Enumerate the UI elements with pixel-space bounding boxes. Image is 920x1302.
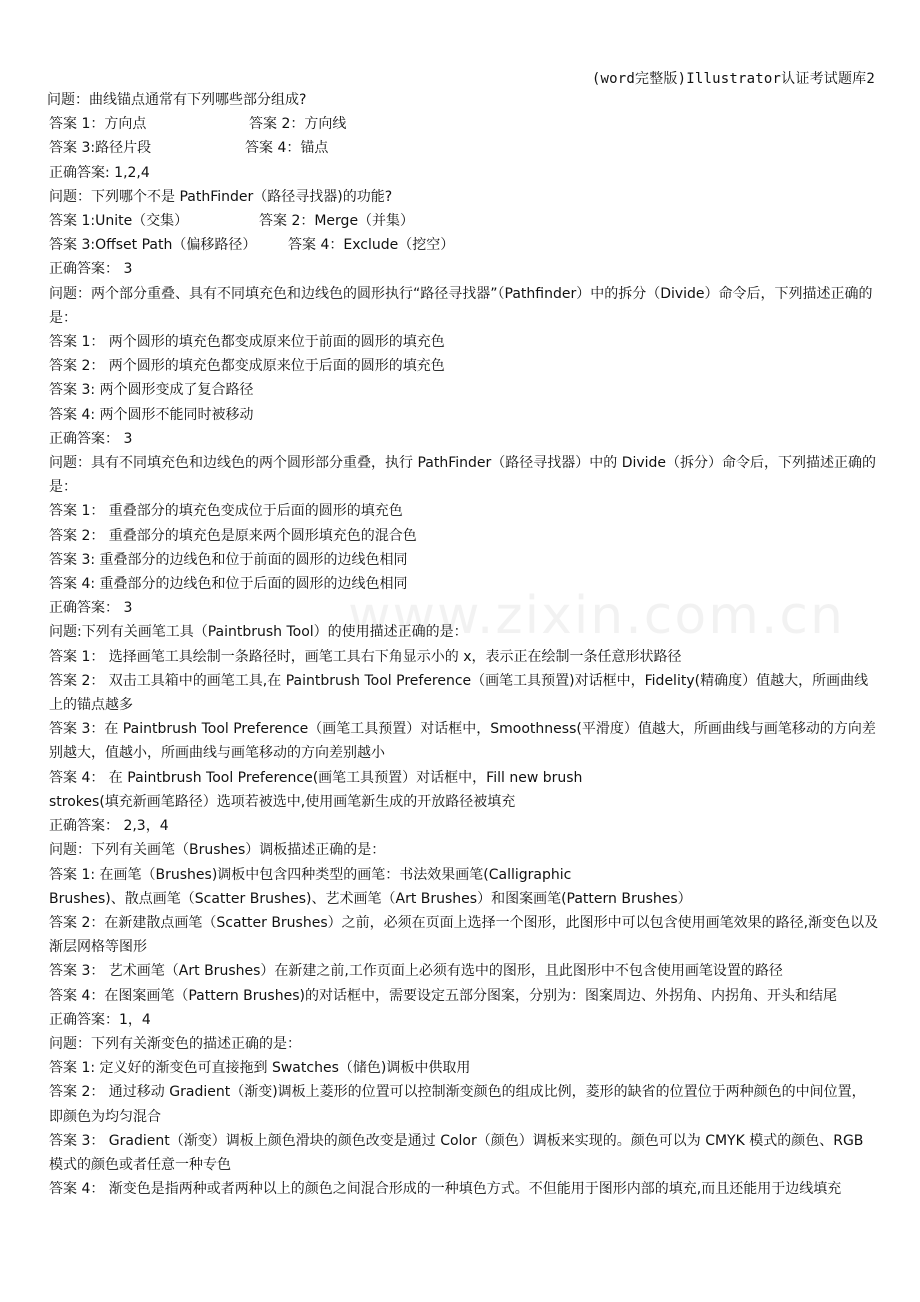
- answer-option-1: 答案 1： 选择画笔工具绘制一条路径时，画笔工具右下角显示小的 x，表示正在绘制一条任意形状路径: [49, 648, 682, 665]
- answer-row: [47, 233, 879, 257]
- correct-answer: 正确答案：1，4: [49, 1011, 151, 1028]
- question-1: 问题：曲线锚点通常有下列哪些部分组成?: [47, 92, 307, 108]
- answer-option-4: 答案 4：锚点: [245, 140, 329, 157]
- answer-option-3: 答案 3:路径片段: [49, 140, 152, 157]
- question-6: 问题：下列有关画笔（Brushes）调板描述正确的是：: [49, 842, 386, 859]
- answer-option-2: 答案 2： 两个圆形的填充色都变成原来位于后面的圆形的填充色: [49, 358, 445, 375]
- answer-option-4-line-1: 答案 4： 在 Paintbrush Tool Preference(画笔工具预置）对话框中，Fill new brush: [49, 769, 583, 786]
- document-header: (word完整版)Illustrator认证考试题库2: [591, 71, 875, 87]
- question-5: 问题:下列有关画笔工具（Paintbrush Tool）的使用描述正确的是：: [49, 624, 468, 641]
- correct-answer: 正确答案： 3: [49, 430, 133, 447]
- watermark: www.zixin.com.cn: [348, 586, 845, 646]
- correct-answer: 正确答案： 3: [49, 261, 133, 278]
- answer-option-1: 答案 1:Unite（交集）: [49, 213, 189, 230]
- question-4: 问题：具有不同填充色和边线色的两个圆形部分重叠，执行 PathFinder（路径寻找器）中的 Divide（拆分）命令后，下列描述正确的是：: [49, 455, 877, 496]
- correct-answer: 正确答案: 1,2,4: [49, 164, 150, 181]
- answer-option-4: 答案 4：在图案画笔（Pattern Brushes)的对话框中，需要设定五部分图案，分别为：图案周边、外拐角、内拐角、开头和结尾: [49, 987, 837, 1004]
- answer-option-2: 答案 2：方向线: [249, 116, 347, 133]
- answer-option-1-line-2: Brushes)、散点画笔（Scatter Brushes)、艺术画笔（Art Brushes）和图案画笔(Pattern Brushes）: [49, 890, 692, 907]
- answer-option-4-line-2: strokes(填充新画笔路径）选项若被选中,使用画笔新生成的开放路径被填充: [49, 793, 516, 810]
- answer-option-3: 答案 3： Gradient（渐变）调板上颜色滑块的颜色改变是通过 Color（颜色）调板来实现的。颜色可以为 CMYK 模式的颜色、RGB 模式的颜色或者任意一种专色: [49, 1132, 864, 1173]
- answer-option-1: 答案 1：方向点: [49, 116, 147, 133]
- answer-option-4: 答案 4: 重叠部分的边线色和位于后面的圆形的边线色相同: [49, 576, 408, 593]
- answer-option-1-line-1: 答案 1: 在画笔（Brushes)调板中包含四种类型的画笔：书法效果画笔(Calligraphic: [49, 866, 572, 883]
- answer-row: [47, 136, 879, 160]
- answer-option-1: 答案 1： 两个圆形的填充色都变成原来位于前面的圆形的填充色: [49, 334, 445, 351]
- answer-option-2: 答案 2： 重叠部分的填充色是原来两个圆形填充色的混合色: [49, 527, 417, 544]
- answer-option-3: 答案 3： 艺术画笔（Art Brushes）在新建之前,工作页面上必须有选中的图形，且此图形中不包含使用画笔设置的路径: [49, 963, 783, 980]
- answer-option-1: 答案 1： 重叠部分的填充色变成位于后面的圆形的填充色: [49, 503, 403, 520]
- correct-answer: 正确答案： 3: [49, 600, 133, 617]
- answer-option-2: 答案 2： 通过移动 Gradient（渐变)调板上菱形的位置可以控制渐变颜色的组成比例，菱形的缺省的位置位于两种颜色的中间位置，即颜色为均匀混合: [49, 1084, 866, 1125]
- answer-option-4: 答案 4： 渐变色是指两种或者两种以上的颜色之间混合形成的一种填色方式。不但能用于图形内部的填充,而且还能用于边线填充: [49, 1181, 842, 1198]
- document-body: [47, 88, 879, 1201]
- answer-option-2: 答案 2：在新建散点画笔（Scatter Brushes）之前，必须在页面上选择一个图形，此图形中可以包含使用画笔效果的路径,渐变色以及渐层网格等图形: [49, 914, 879, 956]
- answer-row: [47, 112, 879, 136]
- answer-option-3: 答案 3: 重叠部分的边线色和位于前面的圆形的边线色相同: [49, 551, 408, 568]
- correct-answer: 正确答案： 2,3，4: [49, 818, 169, 835]
- question-2: 问题：下列哪个不是 PathFinder（路径寻找器)的功能?: [49, 188, 393, 205]
- answer-option-3: 答案 3:Offset Path（偏移路径）: [49, 237, 257, 254]
- answer-option-1: 答案 1: 定义好的渐变色可直接拖到 Swatches（储色)调板中供取用: [49, 1060, 471, 1077]
- answer-option-4: 答案 4：Exclude（挖空）: [288, 237, 455, 254]
- answer-option-4: 答案 4: 两个圆形不能同时被移动: [49, 406, 254, 423]
- question-7: 问题：下列有关渐变色的描述正确的是：: [49, 1035, 301, 1052]
- question-3: 问题：两个部分重叠、具有不同填充色和边线色的圆形执行“路径寻找器”（Pathfinder）中的拆分（Divide）命令后，下列描述正确的是：: [49, 285, 873, 326]
- answer-option-3: 答案 3：在 Paintbrush Tool Preference（画笔工具预置）对话框中，Smoothness(平滑度）值越大，所画曲线与画笔移动的方向差别越大，值越小，所画曲线与画笔移动的方向差别越小: [49, 721, 876, 762]
- answer-option-2: 答案 2： 双击工具箱中的画笔工具,在 Paintbrush Tool Preference（画笔工具预置)对话框中，Fidelity(精确度）值越大，所画曲线上的锚点越多: [49, 672, 869, 714]
- answer-row: [47, 209, 879, 233]
- answer-option-3: 答案 3: 两个圆形变成了复合路径: [49, 382, 254, 399]
- answer-option-2: 答案 2：Merge（并集）: [259, 213, 415, 230]
